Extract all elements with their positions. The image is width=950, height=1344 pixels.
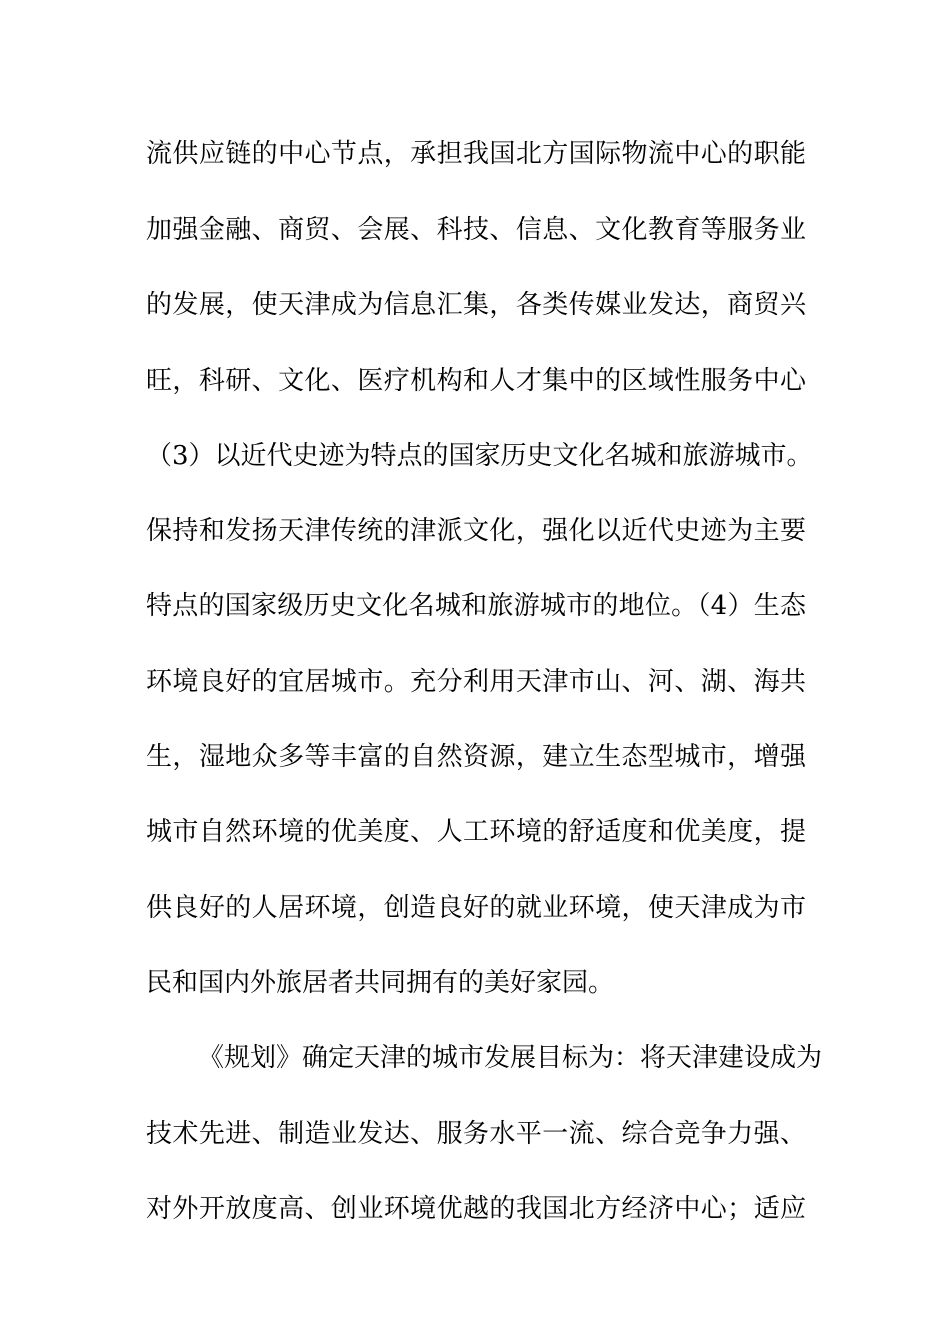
paragraph-line: 供良好的人居环境，创造良好的就业环境，使天津成为市 (146, 893, 806, 923)
paragraph-line: 旺，科研、文化、医疗机构和人才集中的区域性服务中心 (146, 366, 806, 396)
paragraph-line: 对外开放度高、创业环境优越的我国北方经济中心；适应 (146, 1194, 806, 1224)
paragraph-line-last: 民和国内外旅居者共同拥有的美好家园。 (146, 968, 615, 998)
paragraph-line: 加强金融、商贸、会展、科技、信息、文化教育等服务业 (146, 215, 806, 245)
paragraph-line: 的发展，使天津成为信息汇集，各类传媒业发达，商贸兴 (146, 290, 806, 320)
paragraph-line: 城市自然环境的优美度、人工环境的舒适度和优美度，提 (146, 817, 806, 847)
paragraph-line: 技术先进、制造业发达、服务水平一流、综合竞争力强、 (146, 1119, 806, 1149)
paragraph-line: 流供应链的中心节点，承担我国北方国际物流中心的职能 (146, 139, 806, 169)
paragraph-line: 特点的国家级历史文化名城和旅游城市的地位。（4）生态 (146, 591, 806, 621)
paragraph-line: 保持和发扬天津传统的津派文化，强化以近代史迹为主要 (146, 516, 806, 546)
paragraph-line: （3）以近代史迹为特点的国家历史文化名城和旅游城市。 (146, 441, 813, 471)
paragraph-line-indented: 《规划》确定天津的城市发展目标为：将天津建设成为 (198, 1043, 823, 1073)
paragraph-line: 生，湿地众多等丰富的自然资源，建立生态型城市，增强 (146, 742, 806, 772)
paragraph-line: 环境良好的宜居城市。充分利用天津市山、河、湖、海共 (146, 667, 806, 697)
